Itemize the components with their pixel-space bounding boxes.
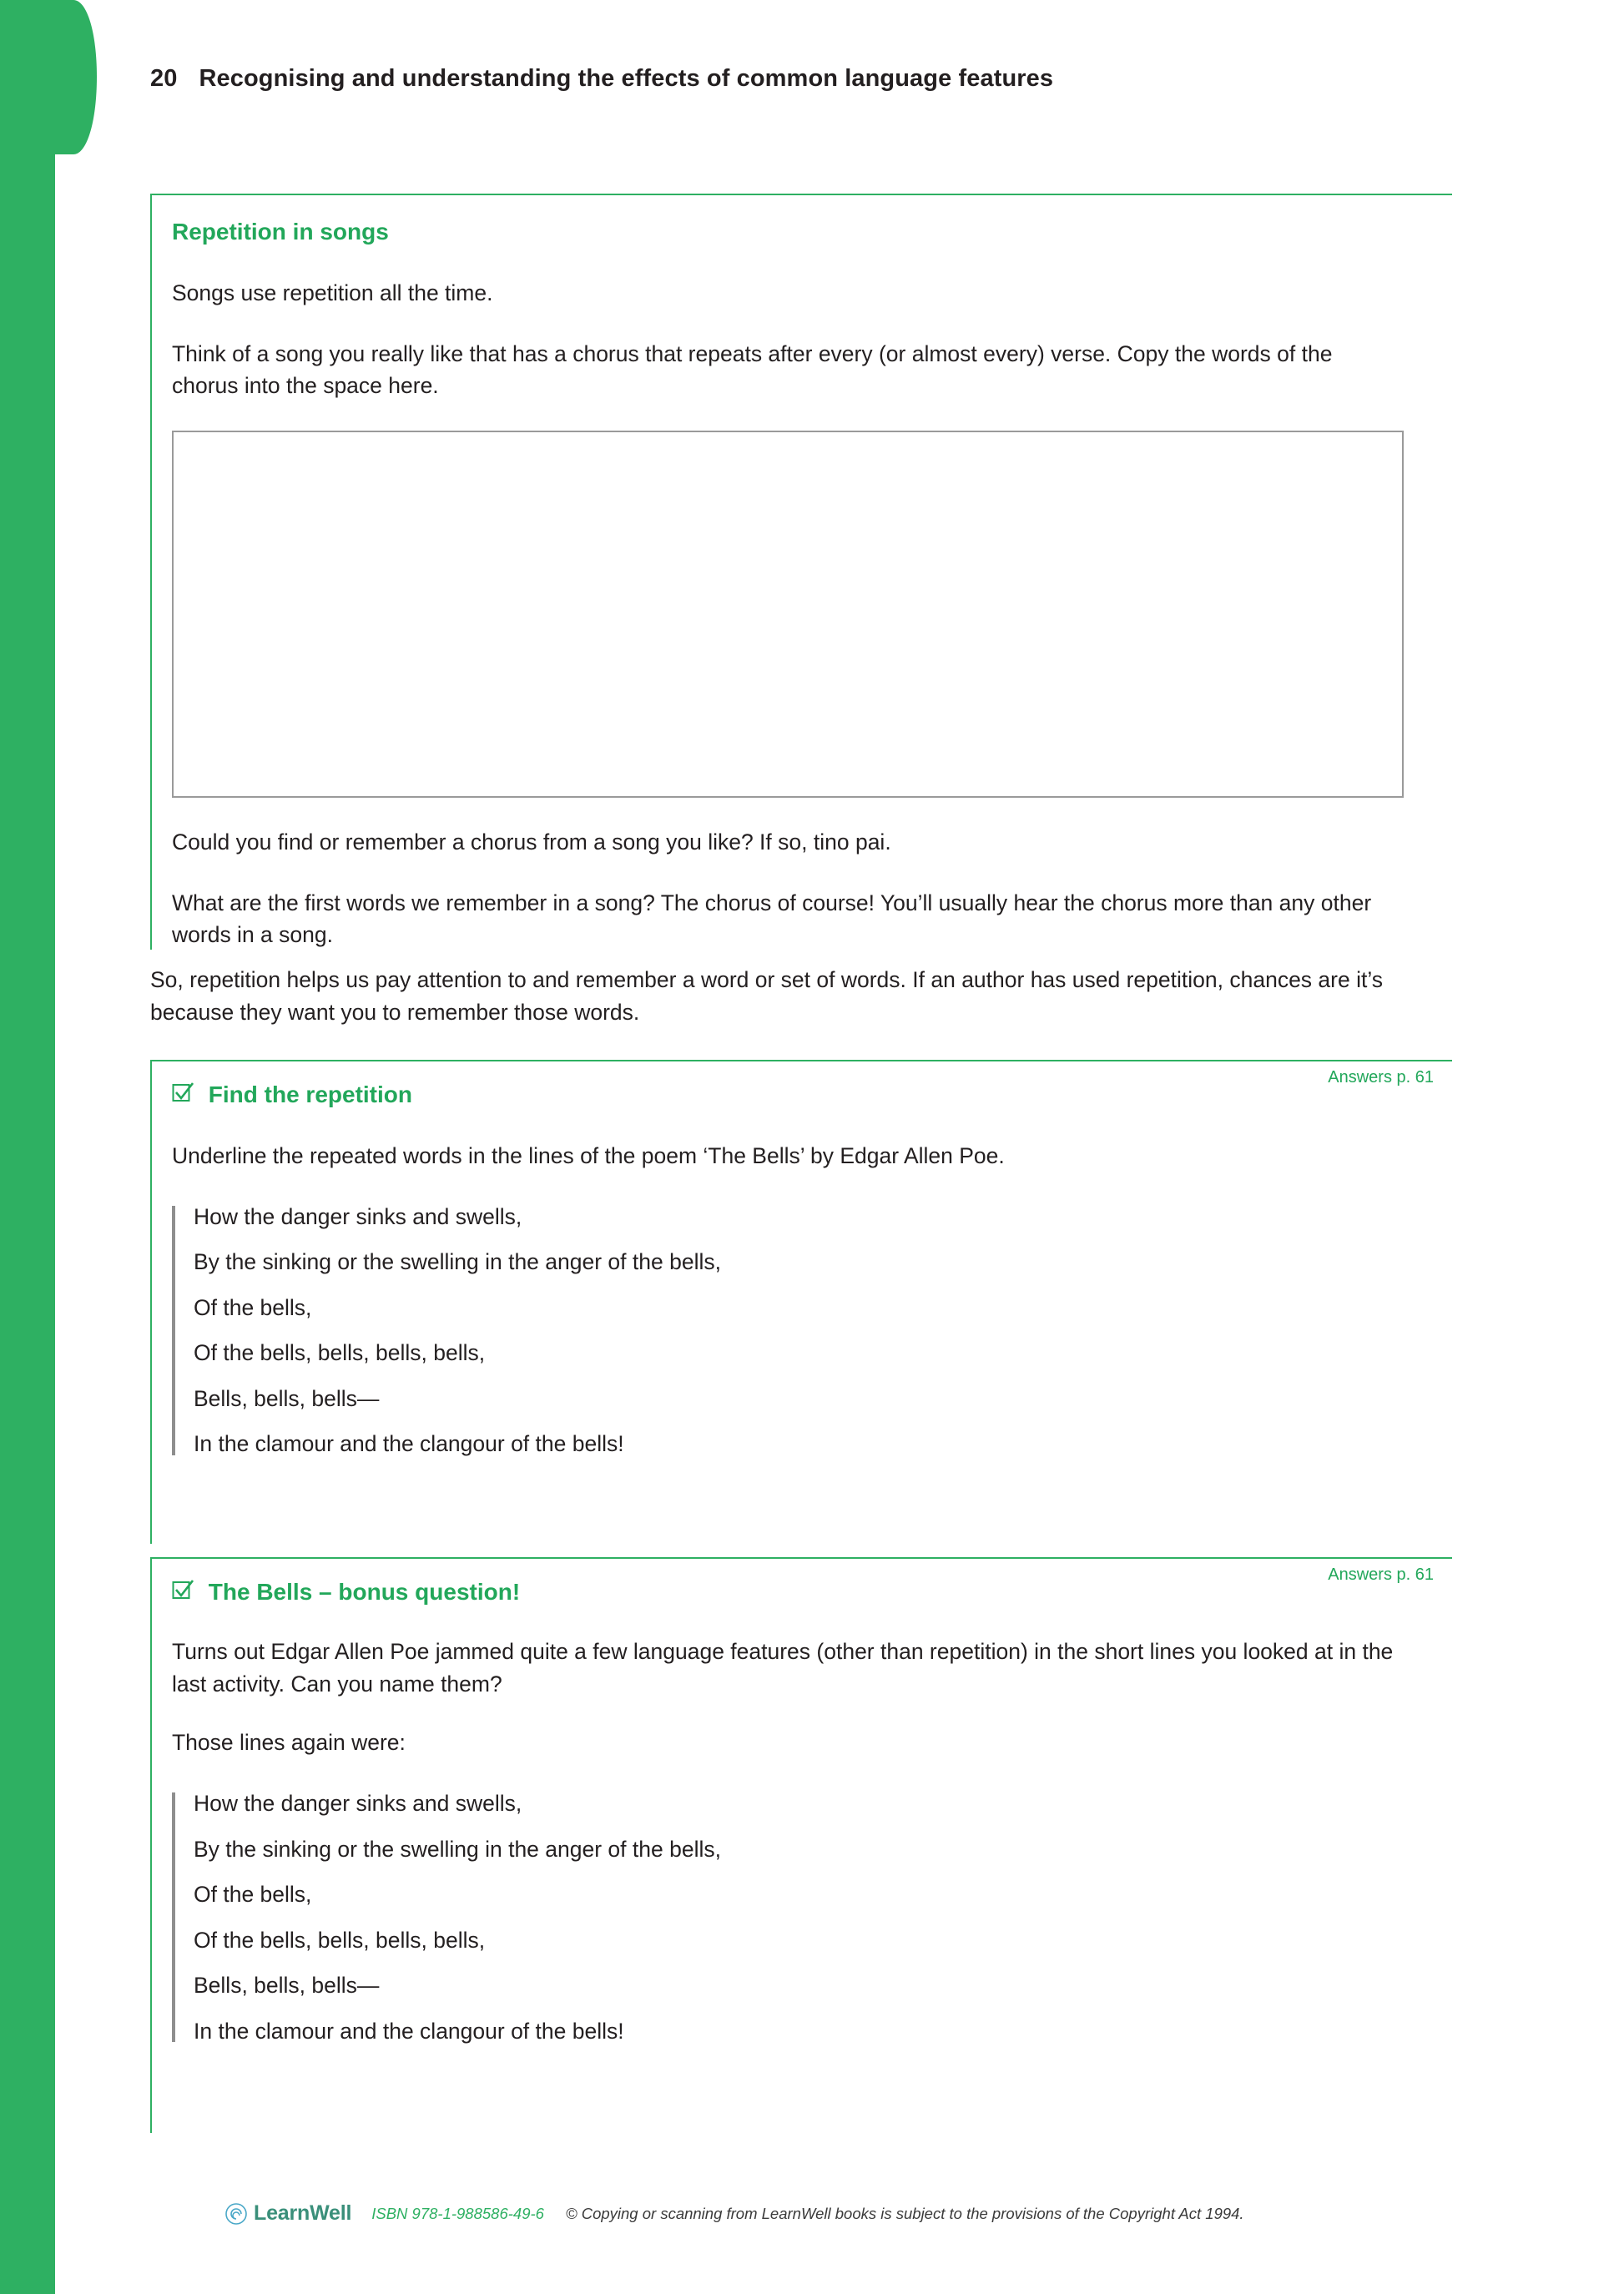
bonus-paragraph-2: Those lines again were: [172, 1730, 406, 1756]
activity-instruction: Underline the repeated words in the lines of the poem ‘The Bells’ by Edgar Allen Poe. [172, 1143, 1005, 1168]
page-number: 20 [150, 65, 178, 92]
chorus-answer-box[interactable] [172, 431, 1404, 798]
page-title: Recognising and understanding the effects of common language features [199, 65, 1054, 92]
isbn-text: ISBN 978-1-988586-49-6 [371, 2204, 544, 2222]
checkbox-tick-icon [172, 1580, 194, 1607]
section-title: Repetition in songs [172, 219, 389, 245]
learnwell-logo [225, 2201, 351, 2226]
poem-block-find [172, 1203, 1452, 1457]
poem-line: How the danger sinks and swells, [194, 1791, 522, 1817]
poem-line: By the sinking or the swelling in the anger of the bells, [194, 1249, 721, 1275]
activity-title: The Bells – bonus question! [208, 1579, 521, 1605]
activity-title-row [172, 1565, 1452, 1607]
repetition-paragraph-4: What are the first words we remember in a song? The chorus of course! You’ll usually hear the chorus more than any other words in a song. [172, 890, 1372, 948]
bonus-paragraph-1: Turns out Edgar Allen Poe jammed quite a few language features (other than repetition) in the short lines you looked at in the last activity. Can you name them? [172, 1639, 1394, 1697]
standalone-paragraph: So, repetition helps us pay attention to and remember a word or set of words. If an author has used repetition, chances are it’s because they want you to remember those words. [150, 967, 1383, 1025]
poem-line: Of the bells, bells, bells, bells, [194, 1927, 486, 1953]
poem-line: Of the bells, bells, bells, bells, [194, 1340, 486, 1366]
poem-line: In the clamour and the clangour of the bells! [194, 2018, 624, 2044]
activity-title: Find the repetition [208, 1081, 412, 1107]
page-footer [225, 2201, 1410, 2226]
poem-line: How the danger sinks and swells, [194, 1203, 522, 1229]
poem-line: Of the bells, [194, 1294, 312, 1320]
activity-title-row [172, 1068, 1452, 1110]
left-arrow-marker [55, 0, 97, 150]
activity-bells-bonus-question [150, 1557, 1452, 2133]
answers-reference: Answers p. 61 [1328, 1068, 1434, 1086]
poem-line: In the clamour and the clangour of the bells! [194, 1431, 624, 1457]
activity-find-the-repetition [150, 1060, 1452, 1544]
repetition-paragraph-2: Think of a song you really like that has a chorus that repeats after every (or almost every) verse. Copy the words of the chorus into the space here. [172, 340, 1333, 399]
repetition-paragraph-3: Could you find or remember a chorus from a song you like? If so, tino pai. [172, 829, 891, 855]
checkbox-tick-icon [172, 1082, 194, 1110]
section-repetition-in-songs [150, 194, 1452, 950]
poem-line: Bells, bells, bells— [194, 1973, 380, 1999]
page-header [150, 65, 1477, 93]
poem-line: Of the bells, [194, 1882, 312, 1908]
left-green-bar [0, 0, 55, 2294]
poem-block-bonus [172, 1792, 1452, 2042]
repetition-paragraph-1: Songs use repetition all the time. [172, 280, 493, 305]
spiral-icon [225, 2203, 247, 2225]
brand-name: LearnWell [254, 2201, 352, 2225]
poem-line: Bells, bells, bells— [194, 1385, 380, 1411]
poem-line: By the sinking or the swelling in the anger of the bells, [194, 1836, 721, 1862]
answers-reference: Answers p. 61 [1328, 1565, 1434, 1584]
copyright-text: © Copying or scanning from LearnWell books is subject to the provisions of the Copyright Act 1994. [565, 2204, 1244, 2222]
